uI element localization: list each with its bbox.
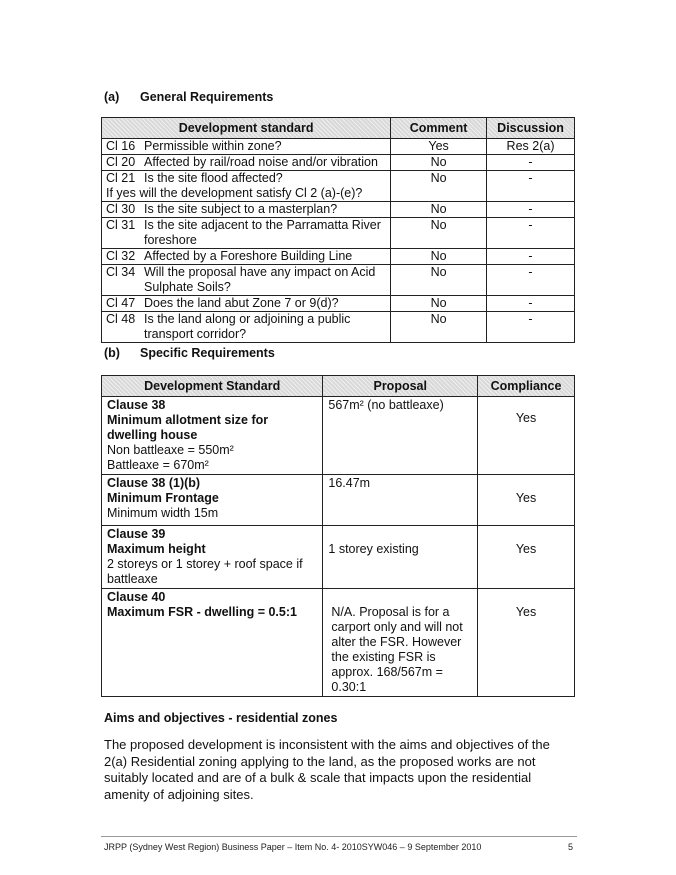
compliance-cell: Yes	[478, 397, 575, 475]
standard-cell	[102, 397, 323, 475]
clause-number: Cl 16	[106, 139, 136, 153]
section-b-letter: (b)	[104, 346, 120, 360]
standard-cell	[102, 312, 391, 343]
standard-cell	[102, 249, 391, 265]
discussion-cell: -	[487, 202, 575, 218]
proposal-cell: 1 storey existing	[323, 526, 478, 589]
header-development-standard: Development Standard	[102, 376, 323, 397]
standard-cell	[102, 202, 391, 218]
table-row	[102, 397, 575, 475]
table-header-row	[102, 118, 575, 139]
aims-heading: Aims and objectives - residential zones	[104, 711, 338, 725]
specific-requirements-table	[101, 375, 575, 697]
general-requirements-table	[101, 117, 575, 343]
standard-line	[106, 155, 386, 170]
comment-cell: No	[391, 265, 487, 296]
standard-continuation: foreshore	[144, 233, 197, 247]
table-row	[102, 312, 575, 343]
page-number: 5	[568, 842, 574, 852]
comment-cell: No	[391, 202, 487, 218]
table-row	[102, 589, 575, 697]
clause-title: Clause 38	[107, 398, 166, 412]
standard-cell	[102, 589, 323, 697]
discussion-cell: Res 2(a)	[487, 139, 575, 155]
standard-cell	[102, 475, 323, 526]
standard-text: Permissible within zone?	[144, 139, 282, 153]
clause-title: Clause 39	[107, 527, 166, 541]
proposal-cell: 567m² (no battleaxe)	[323, 397, 478, 475]
standard-cell	[102, 296, 391, 312]
section-b-heading	[104, 346, 275, 360]
standard-text: Affected by a Foreshore Building Line	[144, 249, 353, 263]
standard-text: Is the land along or adjoining a public	[144, 312, 351, 326]
clause-number: Cl 21	[106, 171, 136, 185]
table-row	[102, 139, 575, 155]
table-row	[102, 249, 575, 265]
standard-detail: Non battleaxe = 550m²	[107, 443, 234, 457]
comment-cell: No	[391, 155, 487, 171]
section-b-title: Specific Requirements	[140, 346, 275, 360]
table-row	[102, 202, 575, 218]
standard-line	[106, 312, 386, 327]
standard-text: Is the site flood affected?	[144, 171, 283, 185]
section-a-letter: (a)	[104, 90, 120, 104]
comment-cell: Yes	[391, 139, 487, 155]
standard-text: Is the site subject to a masterplan?	[144, 202, 338, 216]
standard-continuation: transport corridor?	[144, 327, 247, 341]
clause-number: Cl 48	[106, 312, 136, 326]
standard-cell	[102, 139, 391, 155]
clause-title: Clause 40	[107, 590, 166, 604]
table-header-row	[102, 376, 575, 397]
header-discussion: Discussion	[487, 118, 575, 139]
section-a-title: General Requirements	[140, 90, 274, 104]
table-row	[102, 475, 575, 526]
standard-name: Minimum Frontage	[107, 491, 219, 505]
clause-number: Cl 34	[106, 265, 136, 279]
standard-text: Affected by rail/road noise and/or vibration	[144, 155, 378, 169]
clause-number: Cl 20	[106, 155, 136, 169]
proposal-cell: N/A. Proposal is for a carport only and will not alter the FSR. However the existing FSR is approx. 168/567m = 0.30:1	[323, 589, 478, 697]
table-row	[102, 218, 575, 249]
compliance-cell: Yes	[478, 475, 575, 526]
discussion-cell: -	[487, 155, 575, 171]
standard-name: Maximum FSR - dwelling = 0.5:1	[107, 605, 297, 619]
standard-text: Is the site adjacent to the Parramatta River	[144, 218, 381, 232]
standard-cell	[102, 218, 391, 249]
standard-continuation: Sulphate Soils?	[144, 280, 231, 294]
standard-cell	[102, 155, 391, 171]
table-row	[102, 155, 575, 171]
discussion-cell: -	[487, 249, 575, 265]
standard-line	[106, 171, 386, 186]
table-row	[102, 265, 575, 296]
compliance-cell: Yes	[478, 526, 575, 589]
discussion-cell: -	[487, 171, 575, 202]
proposal-cell: 16.47m	[323, 475, 478, 526]
comment-cell: No	[391, 249, 487, 265]
standard-line	[106, 249, 386, 264]
standard-line	[106, 265, 386, 280]
standard-cell	[102, 265, 391, 296]
comment-cell: No	[391, 296, 487, 312]
clause-title: Clause 38 (1)(b)	[107, 476, 201, 490]
standard-line	[106, 296, 386, 311]
clause-number: Cl 31	[106, 218, 136, 232]
standard-detail: 2 storeys or 1 storey + roof space if battleaxe	[107, 557, 303, 586]
table-row	[102, 526, 575, 589]
standard-detail: Battleaxe = 670m²	[107, 458, 209, 472]
clause-number: Cl 30	[106, 202, 136, 216]
standard-name: Minimum allotment size for dwelling house	[107, 413, 269, 442]
header-compliance: Compliance	[478, 376, 575, 397]
standard-line	[106, 139, 386, 154]
comment-cell: No	[391, 312, 487, 343]
clause-number: Cl 32	[106, 249, 136, 263]
compliance-cell: Yes	[478, 589, 575, 697]
table-row	[102, 171, 575, 202]
discussion-cell: -	[487, 218, 575, 249]
section-a-heading	[104, 90, 273, 104]
standard-text: Does the land abut Zone 7 or 9(d)?	[144, 296, 339, 310]
standard-text: Will the proposal have any impact on Acid	[144, 265, 376, 279]
aims-paragraph: The proposed development is inconsistent with the aims and objectives of the 2(a) Residential zoning applying to the land, as the proposed works are not suitably located and are of a bulk & scale that impacts upon the residential amenity of adjoining sites.	[104, 737, 550, 802]
standard-line	[106, 202, 386, 217]
clause-number: Cl 47	[106, 296, 136, 310]
comment-cell: No	[391, 218, 487, 249]
discussion-cell: -	[487, 312, 575, 343]
header-development-standard: Development standard	[102, 118, 391, 139]
discussion-cell: -	[487, 265, 575, 296]
standard-detail: Minimum width 15m	[107, 506, 219, 520]
table-row	[102, 296, 575, 312]
standard-continuation: If yes will the development satisfy Cl 2 (a)-(e)?	[106, 186, 363, 200]
discussion-cell: -	[487, 296, 575, 312]
standard-cell	[102, 171, 391, 202]
footer-divider	[101, 836, 577, 837]
header-comment: Comment	[391, 118, 487, 139]
standard-line	[106, 218, 386, 233]
comment-cell: No	[391, 171, 487, 202]
header-proposal: Proposal	[323, 376, 478, 397]
standard-cell	[102, 526, 323, 589]
footer-text: JRPP (Sydney West Region) Business Paper – Item No. 4- 2010SYW046 – 9 September 2010	[104, 842, 482, 852]
standard-name: Maximum height	[107, 542, 206, 556]
